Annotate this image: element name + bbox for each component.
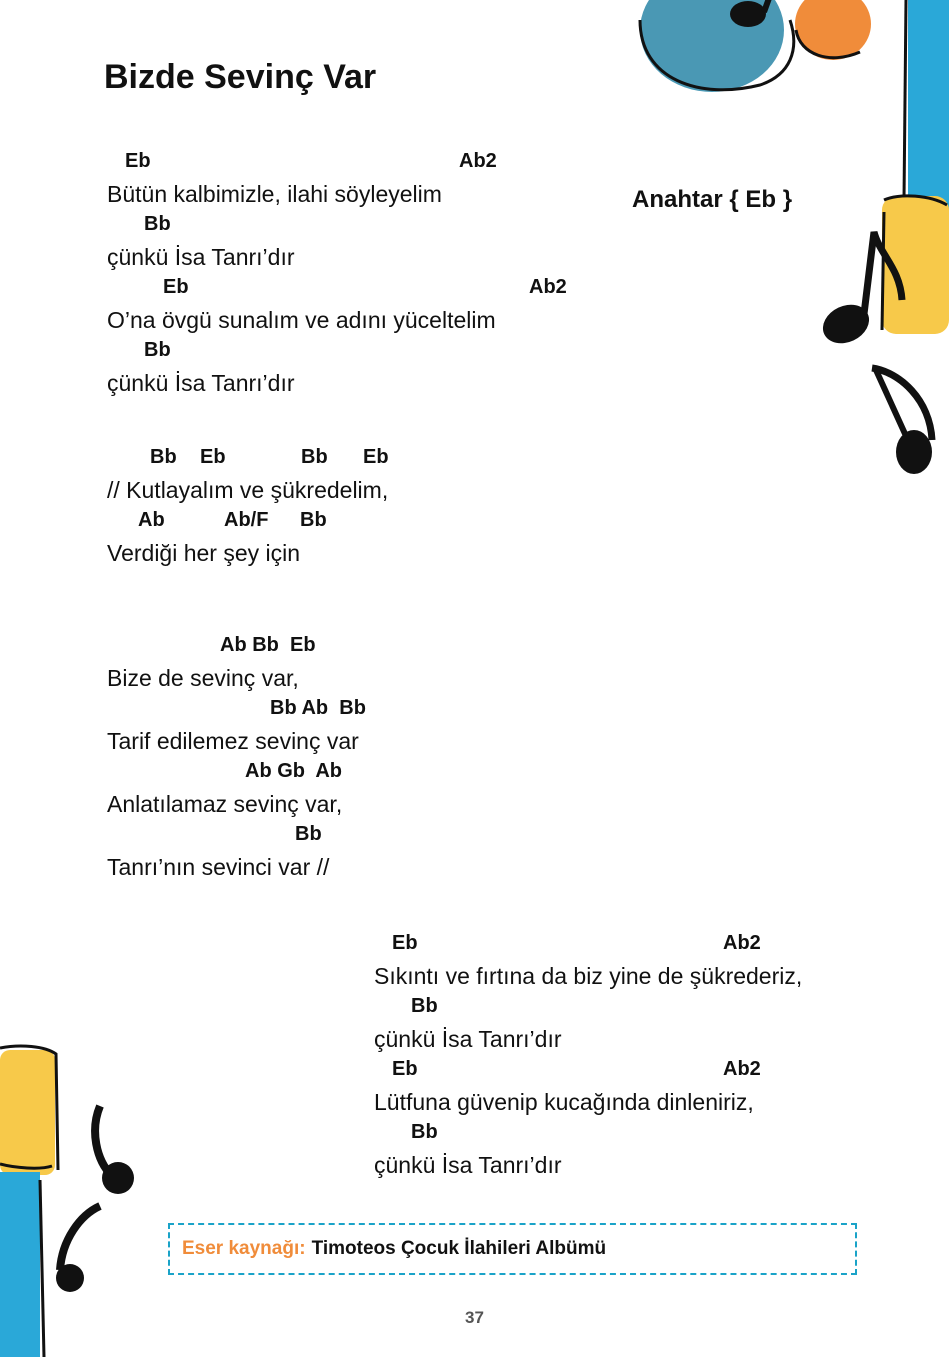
eighth-note-icon — [56, 1206, 100, 1292]
chord: Bb — [295, 823, 322, 845]
chord: Ab — [138, 509, 165, 531]
chord-row — [105, 446, 905, 476]
lyric-line: çünkü İsa Tanrı’dır — [107, 244, 295, 270]
chord-row — [105, 509, 905, 539]
chord: Ab/F — [224, 509, 269, 531]
lyric-line: Tarif edilemez sevinç var — [107, 728, 359, 754]
chord: Eb — [363, 446, 389, 468]
page-number: 37 — [465, 1308, 484, 1327]
chord: Bb — [411, 1121, 438, 1143]
chord: Ab2 — [459, 150, 497, 172]
lyric-line: Bize de sevinç var, — [107, 665, 299, 691]
lyric-line: Lütfuna güvenip kucağında dinleniriz, — [374, 1089, 754, 1115]
chord: Bb — [150, 446, 177, 468]
source-label: Eser kaynağı: — [182, 1238, 306, 1259]
source-value: Timoteos Çocuk İlahileri Albümü — [311, 1238, 607, 1259]
chord: Eb — [392, 932, 418, 954]
lyric-line: çünkü İsa Tanrı’dır — [107, 370, 295, 396]
lyric-line: Bütün kalbimizle, ilahi söyleyelim — [107, 181, 442, 207]
lyric-line: Tanrı’nın sevinci var // — [107, 854, 330, 880]
lyric-line: O’na övgü sunalım ve adını yüceltelim — [107, 307, 496, 333]
lyric-line: Sıkıntı ve fırtına da biz yine de şükrederiz, — [374, 963, 803, 989]
chord: Bb — [411, 995, 438, 1017]
blue-circle-decoration — [640, 0, 794, 92]
chord: Ab Bb Eb — [220, 634, 316, 656]
lyric-line: // Kutlayalım ve şükredelim, — [107, 477, 389, 503]
chord: Eb — [392, 1058, 418, 1080]
chord-row — [372, 995, 949, 1025]
chord-row — [105, 276, 905, 306]
lyric-line: çünkü İsa Tanrı’dır — [374, 1152, 562, 1178]
lyric-line: çünkü İsa Tanrı’dır — [374, 1026, 562, 1052]
orange-circle-decoration — [795, 0, 871, 60]
chord: Bb — [144, 213, 171, 235]
lyric-line: Verdiği her şey için — [107, 540, 301, 566]
quarter-note-icon — [95, 1106, 134, 1194]
chord-row — [105, 823, 905, 853]
chord: Ab2 — [723, 1058, 761, 1080]
chord-row — [372, 932, 949, 962]
chord: Ab Gb Ab — [245, 760, 343, 782]
song-title: Bizde Sevinç Var — [104, 58, 377, 96]
chord: Bb — [300, 509, 327, 531]
chord: Eb — [163, 276, 189, 298]
chord-row — [105, 213, 905, 243]
chord-row — [372, 1121, 949, 1151]
chord: Bb Ab Bb — [270, 697, 366, 719]
chord: Bb — [144, 339, 171, 361]
chord: Ab2 — [723, 932, 761, 954]
chord: Eb — [125, 150, 151, 172]
chord: Ab2 — [529, 276, 567, 298]
chord: Eb — [200, 446, 226, 468]
chord-row — [372, 1058, 949, 1088]
song-key: Anahtar { Eb } — [632, 186, 793, 213]
chord-row — [105, 150, 905, 180]
lyric-line: Anlatılamaz sevinç var, — [107, 791, 343, 817]
source-box — [168, 1223, 857, 1275]
chord-row — [105, 634, 905, 664]
chord-row — [105, 339, 905, 369]
chord-row — [105, 760, 905, 790]
chord-row — [105, 697, 905, 727]
chord: Bb — [301, 446, 328, 468]
